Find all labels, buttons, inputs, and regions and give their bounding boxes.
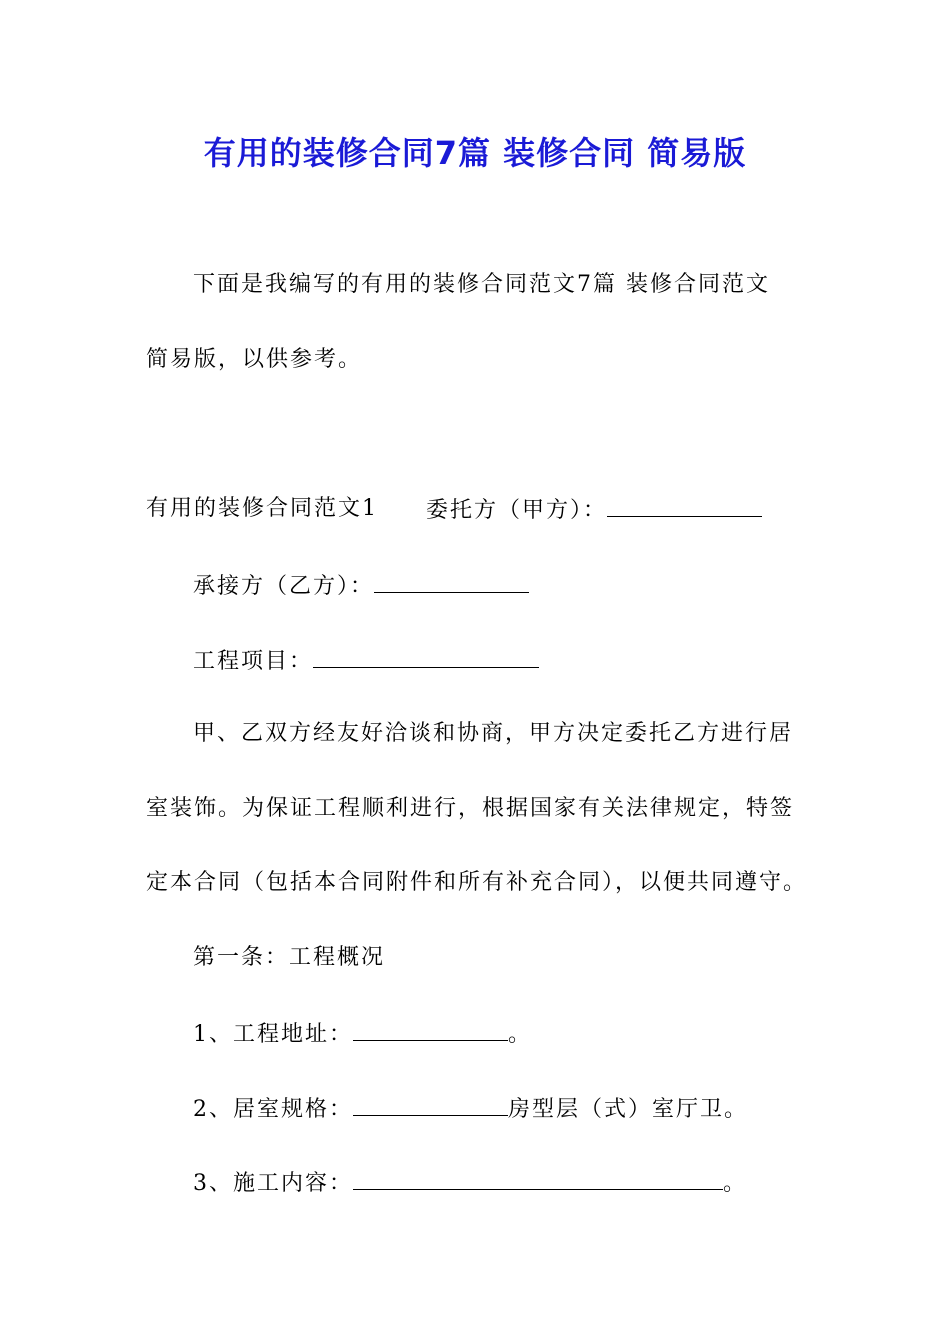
item1-suffix: 。: [508, 1022, 533, 1047]
item3-row: [193, 1167, 747, 1199]
item2-blank: [353, 1093, 508, 1116]
project-label: 工程项目：: [193, 649, 314, 674]
project-blank: [313, 645, 539, 668]
project-row: [193, 645, 539, 677]
paragraph-line-2: 室装饰。为保证工程顺利进行，根据国家有关法律规定，特签: [146, 796, 795, 821]
party-b-row: [193, 570, 529, 602]
article1-heading: 第一条：工程概况: [193, 945, 386, 970]
party-b-label: 承接方（乙方）：: [193, 574, 375, 599]
item2-suffix: 房型层（式）室厅卫。: [508, 1097, 749, 1122]
section1-heading: 有用的装修合同范文1: [146, 496, 378, 521]
item1-row: [193, 1018, 532, 1050]
paragraph-line-3: 定本合同（包括本合同附件和所有补充合同），以便共同遵守。: [146, 870, 808, 895]
item2-label: 2、居室规格：: [193, 1097, 353, 1122]
item3-suffix: 。: [723, 1171, 748, 1196]
paragraph-line-1: 甲、乙双方经友好洽谈和协商，甲方决定委托乙方进行居: [193, 721, 794, 746]
item1-label: 1、工程地址：: [193, 1022, 353, 1047]
party-a-blank: [607, 494, 762, 517]
item1-blank: [353, 1018, 508, 1041]
party-a-label: 委托方（甲方）：: [426, 498, 608, 523]
item3-blank: [353, 1167, 723, 1190]
party-b-blank: [374, 570, 529, 593]
intro-line-2: 简易版，以供参考。: [146, 347, 363, 372]
intro-line-1: 下面是我编写的有用的装修合同范文7篇 装修合同范文: [193, 272, 770, 297]
document-title: 有用的装修合同7篇 装修合同 简易版: [203, 134, 747, 172]
item2-row: [193, 1093, 748, 1125]
party-a-row: [426, 494, 762, 526]
item3-label: 3、施工内容：: [193, 1171, 353, 1196]
